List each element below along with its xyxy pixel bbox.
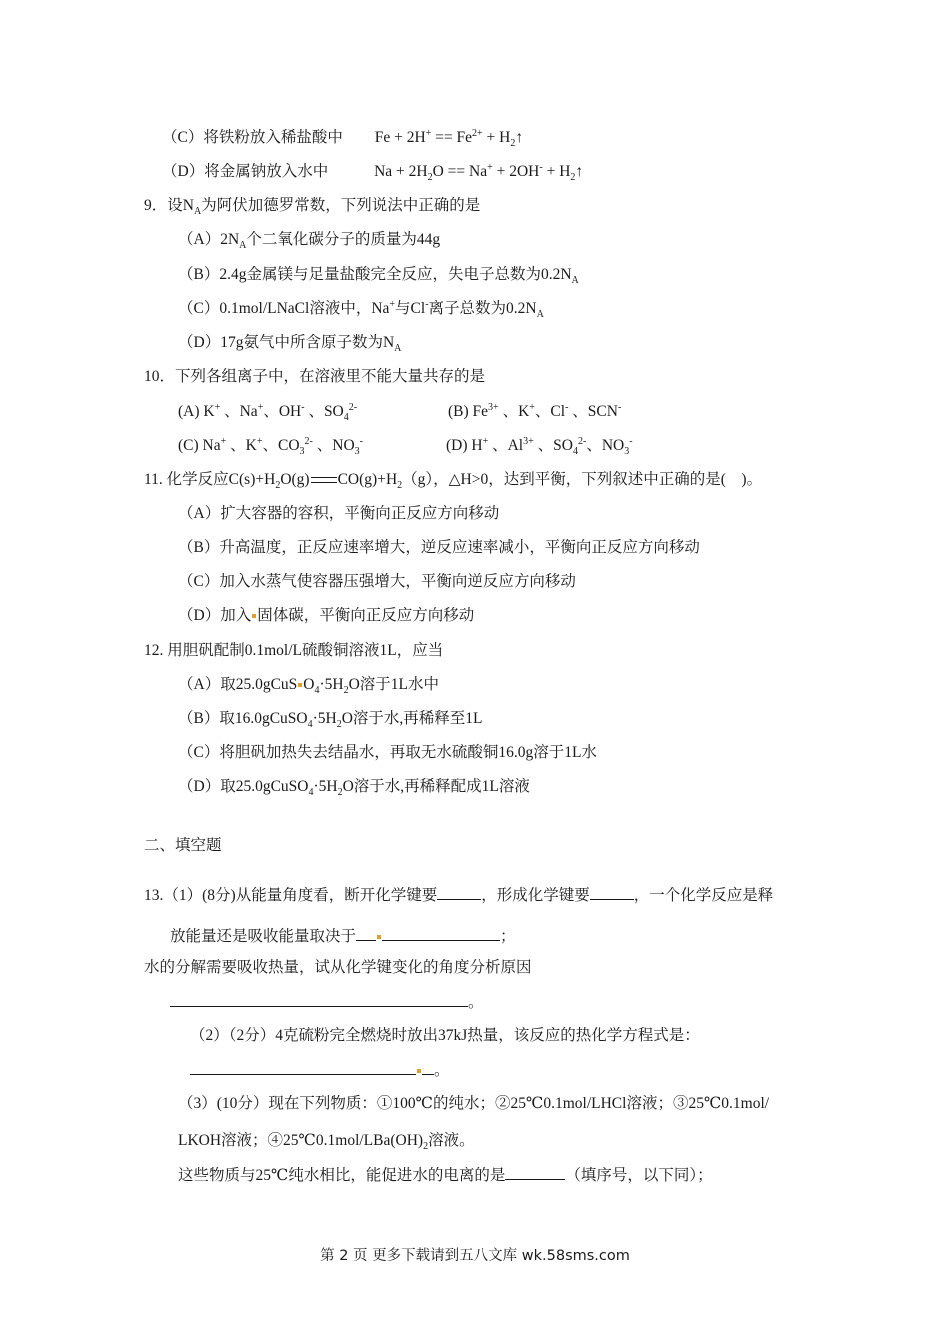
q8c-equation: $Fe + 2H^+ == Fe^{2+}$ + $H_2↑$ (374, 127, 524, 150)
q8c-label: （C）将铁粉放入稀盐酸中 (162, 129, 343, 146)
q13-s3c-end: （填序号，以下同）； (565, 1167, 713, 1184)
q8-option-d (162, 162, 583, 182)
q13-p1b-text: ，形成化学键要 (481, 887, 590, 904)
q8d-equation: $Na + 2H_2O == Na^+ + 2OH^-$ + $H_2↑$ (374, 161, 584, 184)
q12-option-b: （B）取$16.0gCuSO_4\cdot 5H_2O$溶于水,再稀释至1L (178, 710, 483, 731)
q12-option-d: （D）取$25.0gCuSO_4\cdot 5H_2O$溶于水,再稀释配成1L溶液 (178, 778, 530, 799)
q10-option-a: (A) K+ 、Na+、OH- 、$SO_4^{2-}$ (178, 401, 358, 424)
q12-option-c: （C）将胆矾加热失去结晶水，再取无水硫酸铜16.0g溶于1L水 (178, 744, 597, 761)
q13-part2-answer (190, 1060, 450, 1081)
q12-stem: 12. 用胆矾配制0.1mol/L硫酸铜溶液1L，应当 (144, 642, 444, 659)
answer-blank[interactable] (505, 1165, 565, 1180)
q13-p1-text: 13.（1）(8分)从能量角度看，断开化学键要 (144, 887, 438, 904)
q13-part3-line2: LKOH溶液；$④25℃0.1mol/LBa(OH)_2$溶液。 (178, 1132, 475, 1153)
q10-stem: 10．下列各组离子中，在溶液里不能大量共存的是 (144, 368, 486, 385)
answer-blank[interactable] (356, 926, 376, 941)
answer-blank[interactable] (170, 992, 468, 1007)
q13-p2-text: 放能量还是吸收能量取决于 (170, 928, 357, 945)
q13-part1-line3: 水的分解需要吸收热量，试从化学键变化的角度分析原因 (144, 959, 532, 976)
q11-option-a: （A）扩大容器的容积，平衡向正反应方向移动 (178, 505, 500, 522)
q13-p1c-text: ，一个化学反应是释 (633, 887, 774, 904)
q13-p4-end: 。 (468, 994, 484, 1011)
q13-s2-end: 。 (434, 1062, 450, 1079)
q9-option-d: （D）17g氨气中所含原子数为$N_A$ (178, 334, 402, 355)
mark-dot-icon (377, 935, 381, 939)
q13-part1-line2 (170, 926, 516, 947)
answer-blank[interactable] (590, 885, 634, 900)
mark-dot-icon (298, 683, 302, 687)
q13-p2-end: ； (500, 928, 516, 945)
q9-option-b: （B）2.4g金属镁与足量盐酸完全反应，失电子总数为$0.2N_A$ (178, 266, 579, 287)
mark-dot-icon (252, 614, 256, 618)
q13-s3c-text: 这些物质与25℃纯水相比，能促进水的电离的是 (178, 1167, 506, 1184)
equilibrium-arrow-icon (311, 474, 337, 486)
q10-option-b: (B) $Fe^{3+}$ 、K+、Cl- 、SCN- (448, 401, 622, 420)
q11-option-c: （C）加入水蒸气使容器压强增大，平衡向逆反应方向移动 (178, 573, 576, 590)
mark-dot-icon (417, 1069, 421, 1073)
answer-blank[interactable] (422, 1060, 434, 1075)
answer-blank[interactable] (382, 926, 500, 941)
section-title: 二、填空题 (144, 837, 222, 854)
q11-option-d: （D）加入 固体碳，平衡向正反应方向移动 (178, 607, 475, 624)
answer-blank[interactable] (190, 1060, 416, 1075)
q13-part3-line3 (178, 1165, 713, 1186)
q10-option-d: (D) H+ 、$Al^{3+}$ 、$SO_4^{2-}$、$NO_3^-$ (446, 435, 633, 458)
q8-option-c (162, 128, 523, 148)
q12-option-a: （A）取25.0gCuS $O_4\cdot 5H_2O$溶于1L水中 (178, 676, 440, 697)
answer-blank[interactable] (437, 885, 481, 900)
q9-option-c: （C）0.1mol/LNaCl溶液中，Na+与Cl-离子总数为$0.2N_A$ (178, 298, 544, 321)
q13-part3-line1: （3）(10分）现在下列物质：①100℃的纯水；②25℃0.1mol/LHCl溶液；③25℃0.1mol/ (178, 1095, 770, 1112)
q13-part1-line4 (170, 992, 484, 1013)
q9-stem: 9．设$N_A$为阿伏加德罗常数，下列说法中正确的是 (144, 197, 481, 218)
q10-option-c: (C) Na+ 、K+、$CO_3^{2-}$ 、$NO_3^-$ (178, 435, 363, 458)
q13-part1-line1 (144, 885, 773, 906)
page-footer[interactable]: 第 2 页 更多下载请到五八文库 wk.58sms.com (320, 1248, 630, 1264)
q9-option-a: $(A)2N_A$个二氧化碳分子的质量为44g (178, 231, 441, 252)
q8d-label: （D）将金属钠放入水中 (162, 163, 329, 180)
q13-part2: （2）（2分）4克硫粉完全燃烧时放出37kJ热量，该反应的热化学方程式是： (190, 1027, 700, 1044)
q11-stem: 11. 化学反应$C(s)+H_2O(g)$ $CO(g)+H_2(g)$，△H>0，达到平衡，下列叙述中正确的是( )。 (144, 471, 763, 492)
q11-option-b: （B）升高温度，正反应速率增大，逆反应速率减小，平衡向正反应方向移动 (178, 539, 700, 556)
